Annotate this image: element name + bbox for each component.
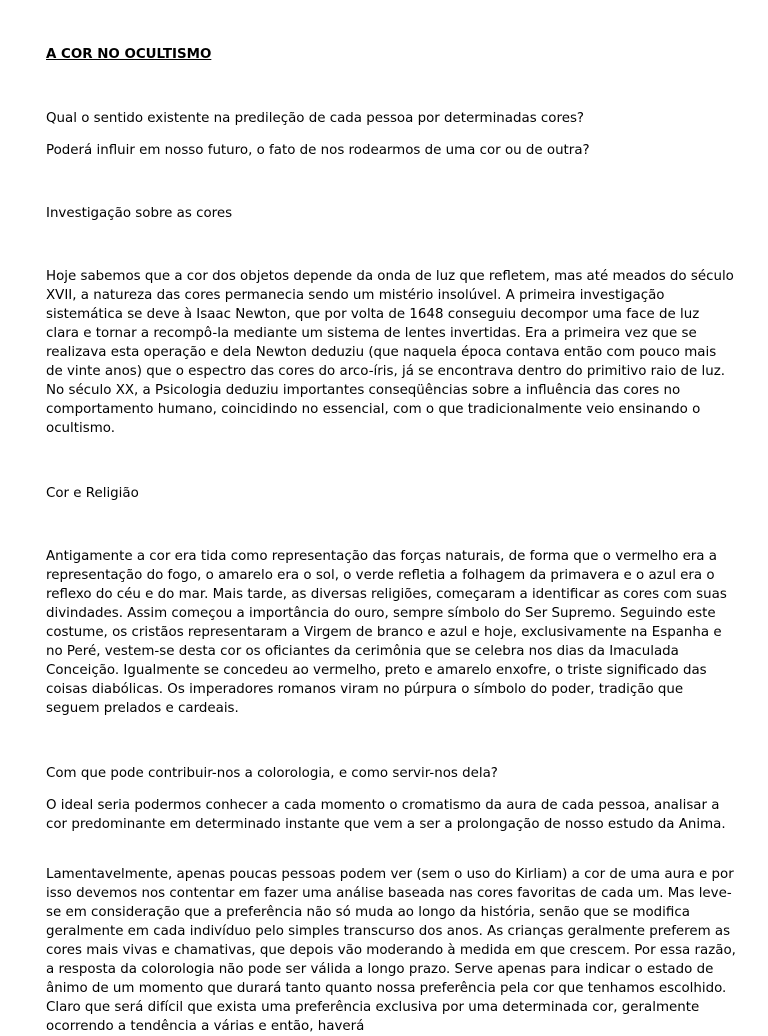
paragraph-religion: Antigamente a cor era tida como representação das forças naturais, de forma que o vermelho era a representação do fogo, o amarelo era o sol, o verde refletia a folhagem da primavera e o azul era o reflexo do céu e do mar. Mais tarde, as diversas religiões, começaram a identificar as cores com suas divindades. Assim começou a importância do ouro, sempre símbolo do Ser Supremo. Seguindo este costume, os cristãos representaram a Virgem de branco e azul e hoje, exclusivamente na Espanha e no Peré, vestem-se desta cor os oficiantes da cerimônia que se celebra nos dias da Imaculada Conceição. Igualmente se concedeu ao vermelho, preto e amarelo enxofre, o triste significado das coisas diabólicas. Os imperadores romanos viram no púrpura o símbolo do poder, tradição que seguem prelados e cardeais.: [46, 549, 727, 716]
question-colorology: Com que pode contribuir-nos a colorologia, e como servir-nos dela?: [46, 766, 498, 781]
heading-color-religion: Cor e Religião: [46, 486, 139, 501]
document-title: A COR NO OCULTISMO: [46, 47, 212, 62]
question-preference: Qual o sentido existente na predileção de cada pessoa por determinadas cores?: [46, 111, 585, 126]
paragraph-aura: O ideal seria podermos conhecer a cada momento o cromatismo da aura de cada pessoa, analisar a cor predominante em determinado instante que vem a ser a prolongação de nosso estudo da Anima.: [46, 798, 726, 832]
paragraph-newton: Hoje sabemos que a cor dos objetos depende da onda de luz que refletem, mas até meados do século XVII, a natureza das cores permanecia sendo um mistério insolúvel. A primeira investigação sistemática se deve à Isaac Newton, que por volta de 1648 conseguiu decompor uma face de luz clara e tornar a recompô-la mediante um sistema de lentes invertidas. Era a primeira vez que se realizava esta operação e dela Newton deduziu (que naquela época contava então com pouco mais de vinte anos) que o espectro das cores do arco-íris, já se encontrava dentro do primitivo raio de luz. No século XX, a Psicologia deduziu importantes conseqüências sobre a influência das cores no comportamento humano, coincidindo no essencial, com o que tradicionalmente veio ensinando o ocultismo.: [46, 269, 734, 436]
paragraph-preference: Lamentavelmente, apenas poucas pessoas podem ver (sem o uso do Kirliam) a cor de uma aura e por isso devemos nos contentar em fazer uma análise baseada nas cores favoritas de cada um. Mas leve-se em consideração que a preferência não só muda ao longo da história, senão que se modifica geralmente em cada indivíduo pelo simples transcurso dos anos. As crianças geralmente preferem as cores mais vivas e chamativas, que depois vão moderando à medida em que crescem. Por essa razão, a resposta da colorologia não pode ser válida a longo prazo. Serve apenas para indicar o estado de ânimo de um momento que durará tanto quanto nossa preferência pela cor que tenhamos escolhido. Claro que será difícil que exista uma preferência exclusiva por uma determinada cor, geralmente ocorrendo a tendência a várias e então, haverá: [46, 867, 736, 1034]
heading-color-investigation: Investigação sobre as cores: [46, 206, 233, 221]
question-future: Poderá influir em nosso futuro, o fato de nos rodearmos de uma cor ou de outra?: [46, 143, 590, 158]
